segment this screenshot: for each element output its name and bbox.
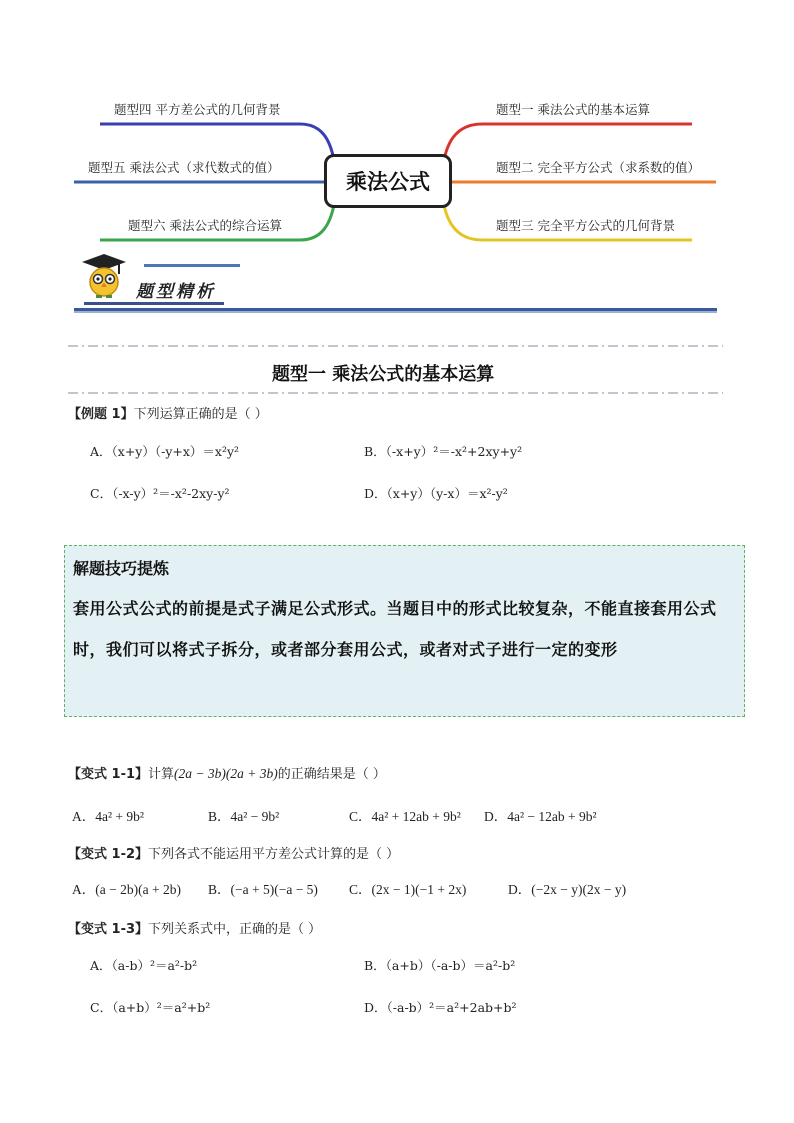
branch-left-1 (100, 124, 334, 160)
mindmap-right-1: 题型一 乘法公式的基本运算 (496, 102, 650, 117)
variant3-option-b: B．（a+b）（-a-b）＝a²-b² (364, 958, 516, 973)
mindmap-left-1: 题型四 平方差公式的几何背景 (114, 102, 281, 117)
variant1-option-d: D．4a² − 12ab + 9b² (484, 809, 597, 824)
variant1-option-a: A．4a² + 9b² (72, 809, 144, 824)
graduation-owl-icon (80, 252, 128, 300)
example1-option-a: A．（x+y）（-y+x）＝x²y² (90, 444, 240, 459)
variant1-option-c: C．4a² + 12ab + 9b² (349, 809, 461, 824)
mindmap-right-2: 题型二 完全平方公式（求系数的值） (496, 160, 700, 175)
variant2-option-a: A．(a − 2b)(a + 2b) (72, 882, 181, 897)
mindmap-left-2: 题型五 乘法公式（求代数式的值） (88, 160, 280, 175)
variant2-option-c: C．(2x − 1)(−1 + 2x) (349, 882, 467, 897)
variant3-option-c: C．（a+b）²＝a²+b² (90, 1000, 211, 1015)
example1-option-d: D．（x+y）（y-x）＝x²-y² (364, 486, 508, 501)
variant2-option-b: B．(−a + 5)(−a − 5) (208, 882, 318, 897)
variant3-question: 【变式 1-3】下列关系式中，正确的是（ ） (68, 922, 322, 937)
variant3-option-d: D．（-a-b）²＝a²+2ab+b² (364, 1000, 517, 1015)
variant2-question: 【变式 1-2】下列各式不能运用平方差公式计算的是（ ） (68, 847, 400, 862)
tip-text: 套用公式公式的前提是式子满足公式形式。当题目中的形式比较复杂，不能直接套用公式时，我们可以将式子拆分，或者部分套用公式，或者对式子进行一定的变形 (73, 599, 717, 659)
banner-label: 题型精析 (136, 282, 216, 302)
example1-option-b: B．（-x+y）²＝-x²+2xy+y² (364, 444, 523, 459)
mindmap-left-3: 题型六 乘法公式的综合运算 (128, 218, 282, 233)
example1-option-c: C．（-x-y）²＝-x²-2xy-y² (90, 486, 230, 501)
variant2-option-d: D．(−2x − y)(2x − y) (508, 882, 627, 897)
mindmap-right-3: 题型三 完全平方公式的几何背景 (496, 218, 675, 233)
variant1-option-b: B．4a² − 9b² (208, 809, 280, 824)
tip-title: 解题技巧提炼 (73, 559, 170, 578)
branch-right-1 (444, 124, 692, 160)
mindmap-center: 乘法公式 (324, 154, 452, 208)
example1-question: 【例题 1】下列运算正确的是（ ） (68, 407, 268, 422)
variant3-option-a: A．（a-b）²＝a²-b² (90, 958, 198, 973)
section-title: 题型一 乘法公式的基本运算 (272, 364, 495, 385)
tip-box (64, 545, 745, 717)
variant1-question: 【变式 1-1】计算(2a − 3b)(2a + 3b)的正确结果是（ ） (68, 766, 386, 782)
